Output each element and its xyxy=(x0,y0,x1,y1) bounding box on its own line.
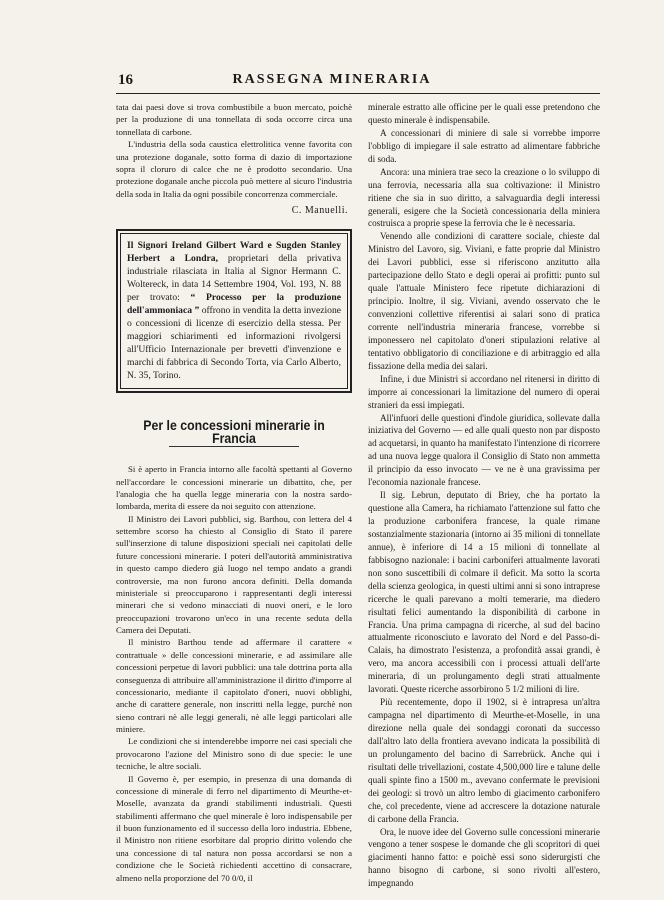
paragraph: Più recentemente, dopo il 1902, si è intrapresa un'altra campagna nel dipartimento di Meurthe-et-Moselle, in una direzione nella quale dei sondaggi coronati da successo dall'altro lato della frontiera avevano indicata la possibilità di un prolungamento del bacino di Sarrebrück. Anche qui i risultati delle trivellazioni, costate 4,500,000 lire e talune delle quali spinte fino a 1500 m., avevano confermate le previsioni dei geologi: si trovò un altro lembo di giacimento carbonifero che, col precedente, viene ad accrescere la dotazione naturale di carbone della Francia. xyxy=(368,697,600,824)
paragraph: Il Ministro dei Lavori pubblici, sig. Barthou, con lettera del 4 settembre scorso ha chiesto al Consiglio di Stato il parere sull'inserzione di talune disposizioni speciali nei capitolati delle future concessioni minerarie. I poteri dell'autorità amministrativa in questo campo diedero già luogo nel tempo andato a grandi controversie, ma non furono ancora definiti. Della domanda ministeriale si preoccuparono i rappresentanti degli interessi minerari che si vedono minacciati di nuovi oneri, e le loro preoccupazioni trovarono un'eco in una recente seduta della Camera dei Deputati. xyxy=(116,513,352,635)
paragraph: L'industria della soda caustica elettrolitica venne favorita con una protezione doganale, sotto forma di dazio di importazione sopra il cloruro di calce che ne è prodotto secondario. Una protezione doganale anche piccola può mettere al sicuro l'industria della soda in Italia da ogni possibile concorrenza commerciale. xyxy=(116,139,352,199)
notice-holders: Il Signori Ireland Gilbert Ward e Sugden Stanley Herbert a Londra, xyxy=(127,240,341,265)
left-column xyxy=(116,101,352,884)
paragraph: All'infuori delle questioni d'indole giuridica, sollevate dalla iniziativa del Governo — ed alle quali questo non par disposto ad acquetarsi, in quanto ha manifestato l'intenzione di ricorrere ad una nuova legge qualora il Consiglio di Stato non ammetta il principio da esso invocato — ve ne è una gravissima per l'economia nazionale francese. xyxy=(368,412,600,488)
title-rule xyxy=(169,446,299,447)
article-title: Per le concessioni minerarie in Francia xyxy=(143,417,325,446)
notice-body-2: offrono in vendita la detta invezione o concessioni di licenze di esercizio della stessa. Per maggiori schiarimenti ed informazioni rivolgersi all'Ufficio Internazionale per brevetti d'invenzione e marchi di fabbrica di Secondo Torta, via Carlo Alberto, N. 35, Torino. xyxy=(127,305,341,382)
right-column xyxy=(368,101,600,890)
journal-title: RASSEGNA MINERARIA xyxy=(232,72,432,87)
header-rule xyxy=(116,93,600,94)
paragraph: Il Governo è, per esempio, in presenza di una domanda di concessione di minerale di ferro nel dipartimento di Meurthe-et-Moselle, avanzata da grandi stabilimenti industriali. Questi stabilimenti affermano che quel minerale è loro indispensabile per il buon funzionamento ed il successo della loro industria. Ebbene, il Ministro non ritiene esorbitare dal proprio diritto volendo che una concessione di tal natura non possa accordarsi se non a condizione che le Società richiedenti accettino di consacrare, almeno nella proporzione del 70 0/0, il xyxy=(116,773,352,883)
paragraph: Infine, i due Ministri si accordano nel ritenersi in diritto di imporre ai concessionari la limitazione del numero di operai stranieri da essi impiegati. xyxy=(368,373,600,410)
notice-body-1: proprietari della privativa industriale rilasciata in Italia al Signor Hermann C. Woltereck, in data 14 Settembre 1904, Vol. 193, N. 88 per trovato: xyxy=(127,253,341,304)
notice-invention: “ Processo per la produzione dell'ammoniaca ” xyxy=(127,292,341,317)
paragraph: Ora, le nuove idee del Governo sulle concessioni minerarie vengono a tener sospese le domande che gli scopritori di quei giacimenti hanno fatto: e poichè essi sono siderurgisti che hanno bisogno di carbone, si sono rivolti all'estero, impegnando xyxy=(368,826,600,889)
paragraph: tata dai paesi dove si trova combustibile a buon mercato, poichè per la produzione di una tonnellata di soda occorre circa una tonnellata di carbone. xyxy=(116,102,352,137)
paragraph: Ancora: una miniera trae seco la creazione o lo sviluppo di una ferrovia, necessaria alla sua coltivazione: il Ministro ritiene che sia in suo diritto, a salvaguardia degli interessi generali, esigere che la Società concessionaria della miniera costruisca a proprie spese la ferrovia che le è necessaria. xyxy=(368,166,600,229)
paragraph: A concessionari di miniere di sale si vorrebbe imporre l'obbligo di impiegare il sale estratto ad alimentare fabbriche di soda. xyxy=(368,127,600,164)
paragraph: minerale estratto alle officine per le quali esse pretendono che questo minerale è indispensabile. xyxy=(368,102,600,125)
author-signature: C. Manuelli. xyxy=(291,205,348,216)
notice-box xyxy=(116,229,352,393)
paragraph: Venendo alle condizioni di carattere sociale, chieste dal Ministro del Lavoro, sig. Viviani, e fatte proprie dal Ministro dei Lavori pubblici, esse si riferiscono anzitutto alla partecipazione dello Stato e degli operai ai profitti: punto sul quale l'attuale Ministero fece ripetute dichiarazioni di principio. Inoltre, il sig. Viviani, avendo osservato che le convenzioni collettive riferentisi ai salari sono di pratica corrente nell'industria mineraria francese, vorrebbe si imponessero nel capitolato d'oneri stipulazioni relative al tentativo obbligatorio di conciliazione e di arbitraggio ed alla fissazione della media dei salari. xyxy=(368,231,600,371)
paragraph: Il ministro Barthou tende ad affermare il carattere « contrattuale » delle concessioni minerarie, e ad assimilare alle concessioni perpetue di lavori pubblici: una tale dottrina porta alla conseguenza di attribuire all'amministrazione il diritto d'imporre al concessionario, mediante il capitolato d'oneri, nuovi obblighi, anche di carattere generale, non inscritti nella legge, purchè non sieno contrari nè alle leggi generali, nè alle leggi particolari alle miniere. xyxy=(116,637,352,734)
paragraph: Le condizioni che si intenderebbe imporre nei casi speciali che provocarono l'azione del Ministro sono di due specie: le une tecniche, le altre sociali. xyxy=(116,736,352,772)
paragraph: Il sig. Lebrun, deputato di Briey, che ha portato la questione alla Camera, ha richiamato l'attenzione sul fatto che la produzione carbonifera francese, la quale rimane sostanzialmente stazionaria (intorno ai 35 milioni di tonnellate annue), è inferiore di 14 a 15 milioni di tonnellate al fabbisogno nazionale: i bacini carboniferi attualmente lavorati non sono suscettibili di colmare il deficit. Ma sotto la scorta della scienza geologica, in questi ultimi anni si sono intraprese ricerche le quali parevano a molti temerarie, ma diedero risultati felici aumentando la disponibilità di carbone in Francia. Una prima campagna di ricerche, al sud del bacino attualmente riconosciuto e lavorato del Nord e del Passo-di-Calais, ha dimostrato l'esistenza, a profondità assai grandi, è vero, ma ancora accessibili con i processi attuali dell'arte mineraria, di un prolungamento degli strati attualmente lavorati. Queste ricerche assorbirono 5 1/2 milioni di lire. xyxy=(368,490,600,695)
page-number: 16 xyxy=(118,72,133,88)
notice-text xyxy=(120,233,348,389)
paragraph: Si è aperto in Francia intorno alle facoltà spettanti al Governo nell'accordare le concessioni minerarie un dibattito, che, per l'analogia che ha quella legge mineraria con la nostra sardo-lombarda, merita di essere da noi seguito con attenzione. xyxy=(116,464,352,512)
